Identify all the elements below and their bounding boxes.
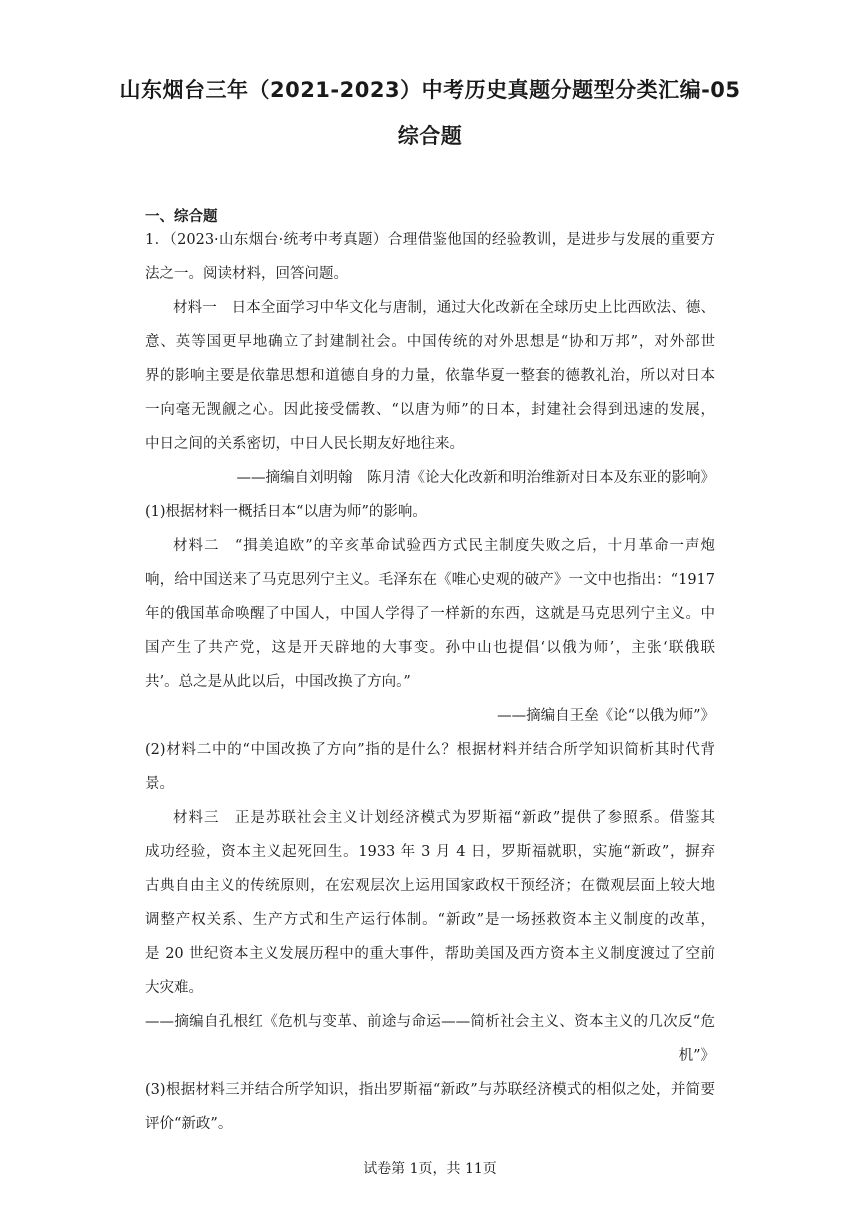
material1-line: 中日之间的关系密切，中日人民长期友好地往来。: [145, 436, 464, 452]
document-title-line1: 山东烟台三年（2021-2023）中考历史真题分题型分类汇编-05: [119, 78, 741, 102]
material2-line: 国产生了共产党，这是开天辟地的大事变。孙中山也提倡‘以俄为师’，主张‘联俄联: [145, 640, 715, 656]
material2-line: 材料二 “揖美追欧”的辛亥革命试验西方式民主制度失败之后，十月革命一声炮: [173, 538, 715, 554]
material3-line: 调整产权关系、生产方式和生产运行体制。“新政”是一场拯救资本主义制度的改革，: [145, 912, 715, 928]
material2-source: ——摘编自王垒《论“以俄为师”》: [497, 708, 715, 724]
material1-line: 意、英等国更早地确立了封建制社会。中国传统的对外思想是“协和万邦”，对外部世: [145, 334, 715, 350]
material2-line: 年的俄国革命唤醒了中国人，中国人学得了一样新的东西，这就是马克思列宁主义。中: [145, 606, 715, 622]
material3-line: 成功经验，资本主义起死回生。1933 年 3 月 4 日，罗斯福就职，实施“新政”，摒弃: [145, 844, 715, 860]
material1-line: 材料一 日本全面学习中华文化与唐制，通过大化改新在全球历史上比西欧法、德、: [173, 300, 715, 316]
question-intro-cont: 法之一。阅读材料，回答问题。: [145, 266, 348, 282]
question-intro: 1．（2023·山东烟台·统考中考真题）合理借鉴他国的经验教训，是进步与发展的重要方: [145, 232, 715, 248]
material3-line: 材料三 正是苏联社会主义计划经济模式为罗斯福“新政”提供了参照系。借鉴其: [173, 810, 715, 826]
sub-question-1: (1)根据材料一概括日本“以唐为师”的影响。: [145, 504, 427, 520]
material3-source: ——摘编自孔根红《危机与变革、前途与命运——简析社会主义、资本主义的几次反“危: [145, 1014, 715, 1030]
sub-question-2-cont: 景。: [145, 776, 174, 792]
page-footer: 试卷第 1页，共 11页: [363, 1161, 497, 1177]
material1-line: 界的影响主要是依靠思想和道德自身的力量，依靠华夏一整套的德教礼治，所以对日本: [145, 368, 715, 384]
sub-question-3: (3)根据材料三并结合所学知识，指出罗斯福“新政”与苏联经济模式的相似之处，并简要: [145, 1082, 715, 1098]
material2-line: 共’。总之是从此以后，中国改换了方向。”: [145, 674, 411, 690]
document-title-line2: 综合题: [397, 124, 463, 148]
sub-question-2: (2)材料二中的“中国改换了方向”指的是什么？根据材料并结合所学知识简析其时代背: [145, 742, 715, 758]
sub-question-3-cont: 评价“新政”。: [145, 1116, 233, 1132]
material3-source-cont: 机”》: [678, 1048, 715, 1064]
section-heading: 一、综合题: [145, 209, 218, 225]
material3-line: 古典自由主义的传统原则，在宏观层次上运用国家政权干预经济；在微观层面上较大地: [145, 878, 715, 894]
material1-source: ——摘编自刘明翰 陈月清《论大化改新和明治维新对日本及东亚的影响》: [236, 470, 715, 486]
material3-line: 大灾难。: [145, 980, 203, 996]
material2-line: 响，给中国送来了马克思列宁主义。毛泽东在《唯心史观的破产》一文中也指出：“1917: [145, 572, 715, 588]
material3-line: 是 20 世纪资本主义发展历程中的重大事件，帮助美国及西方资本主义制度渡过了空前: [145, 946, 715, 962]
material1-line: 一向毫无觊觎之心。因此接受儒教、“以唐为师”的日本，封建社会得到迅速的发展，: [145, 402, 715, 418]
